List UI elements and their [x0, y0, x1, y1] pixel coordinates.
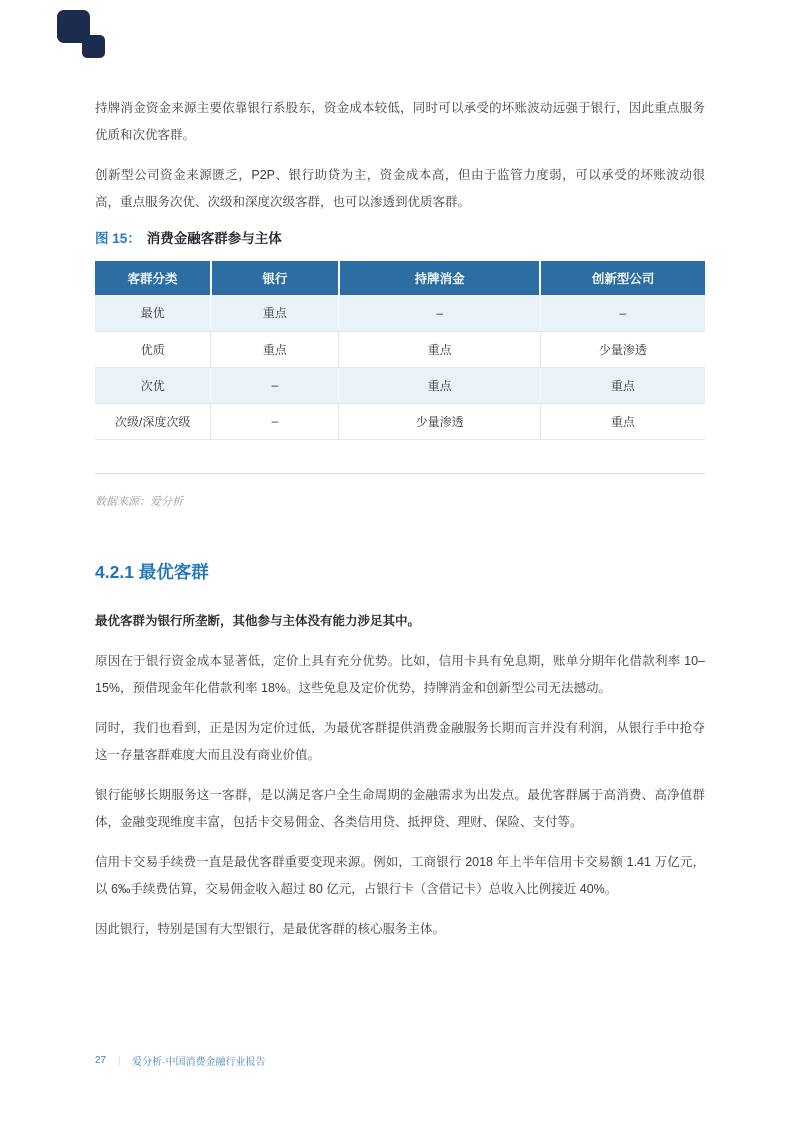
table-header-cell: 银行: [211, 261, 339, 295]
table-cell: 重点: [339, 331, 540, 367]
body-paragraph: 同时，我们也看到，正是因为定价过低，为最优客群提供消费金融服务长期而言并没有利润，从银行手中抢夺这一存量客群难度大而且没有商业价值。: [95, 720, 705, 762]
table-cell: 重点: [540, 367, 705, 403]
figure-title: 消费金融客群参与主体: [146, 231, 282, 246]
body-paragraph: 银行能够长期服务这一客群，是以满足客户全生命周期的金融需求为出发点。最优客群属于高消费、高净值群体，金融变现维度丰富，包括卡交易佣金、各类信用贷、抵押贷、理财、保险、支付等。: [95, 787, 705, 829]
table-cell: –: [211, 403, 339, 439]
figure-table: [95, 261, 705, 440]
figure-label: 图 15：: [95, 231, 141, 246]
table-row: [95, 331, 705, 367]
table-cell: 优质: [95, 331, 211, 367]
table-cell: 最优: [95, 295, 211, 331]
body-paragraph: 因此银行，特别是国有大型银行，是最优客群的核心服务主体。: [95, 921, 446, 936]
ifenxi-logo-icon: [57, 10, 105, 58]
intro-paragraph: 持牌消金资金来源主要依靠银行系股东，资金成本较低，同时可以承受的坏账波动远强于银行，因此重点服务优质和次优客群。: [95, 101, 705, 142]
table-cell: 少量渗透: [540, 331, 705, 367]
page-footer: [95, 1053, 705, 1068]
table-cell: 重点: [211, 295, 339, 331]
page-content: [95, 95, 705, 956]
table-row: [95, 403, 705, 439]
table-cell: 次优: [95, 367, 211, 403]
body-paragraph: 原因在于银行资金成本显著低，定价上具有充分优势。比如，信用卡具有免息期，账单分期年化借款利率 10–15%，预借现金年化借款利率 18%。这些免息及定价优势，持牌消金和创新型公司无法撼动。: [95, 653, 705, 695]
table-cell: –: [339, 295, 540, 331]
lead-paragraph: 最优客群为银行所垄断，其他参与主体没有能力涉足其中。: [95, 613, 421, 628]
footer-separator: ｜: [114, 1057, 125, 1068]
figure-divider: [95, 473, 705, 474]
page-number: 27: [95, 1055, 107, 1066]
table-header-cell: 持牌消金: [339, 261, 540, 295]
table-cell: 重点: [540, 403, 705, 439]
table-cell: 重点: [339, 367, 540, 403]
table-cell: 次级/深度次级: [95, 403, 211, 439]
table-cell: –: [540, 295, 705, 331]
table-header-row: [95, 261, 705, 295]
footer-report-title: 爱分析·中国消费金融行业报告: [132, 1057, 266, 1068]
table-row: [95, 367, 705, 403]
table-row: [95, 295, 705, 331]
table-header-cell: 客群分类: [95, 261, 211, 295]
section-heading: 4.2.1 最优客群: [95, 561, 209, 582]
logo-square-small: [82, 35, 105, 58]
table-cell: 重点: [211, 331, 339, 367]
table-cell: 少量渗透: [339, 403, 540, 439]
table-header-cell: 创新型公司: [540, 261, 705, 295]
table-cell: –: [211, 367, 339, 403]
data-source-note: 数据来源：爱分析: [95, 495, 183, 508]
figure-caption: [95, 229, 705, 249]
intro-paragraph: 创新型公司资金来源匮乏，P2P、银行助贷为主，资金成本高，但由于监管力度弱，可以承受的坏账波动很高，重点服务次优、次级和深度次级客群，也可以渗透到优质客群。: [95, 168, 705, 209]
body-paragraph: 信用卡交易手续费一直是最优客群重要变现来源。例如，工商银行 2018 年上半年信用卡交易额 1.41 万亿元，以 6‰手续费估算，交易佣金收入超过 80 亿元，占银行卡（含借记卡）总收入比例接近 40%。: [95, 854, 705, 896]
